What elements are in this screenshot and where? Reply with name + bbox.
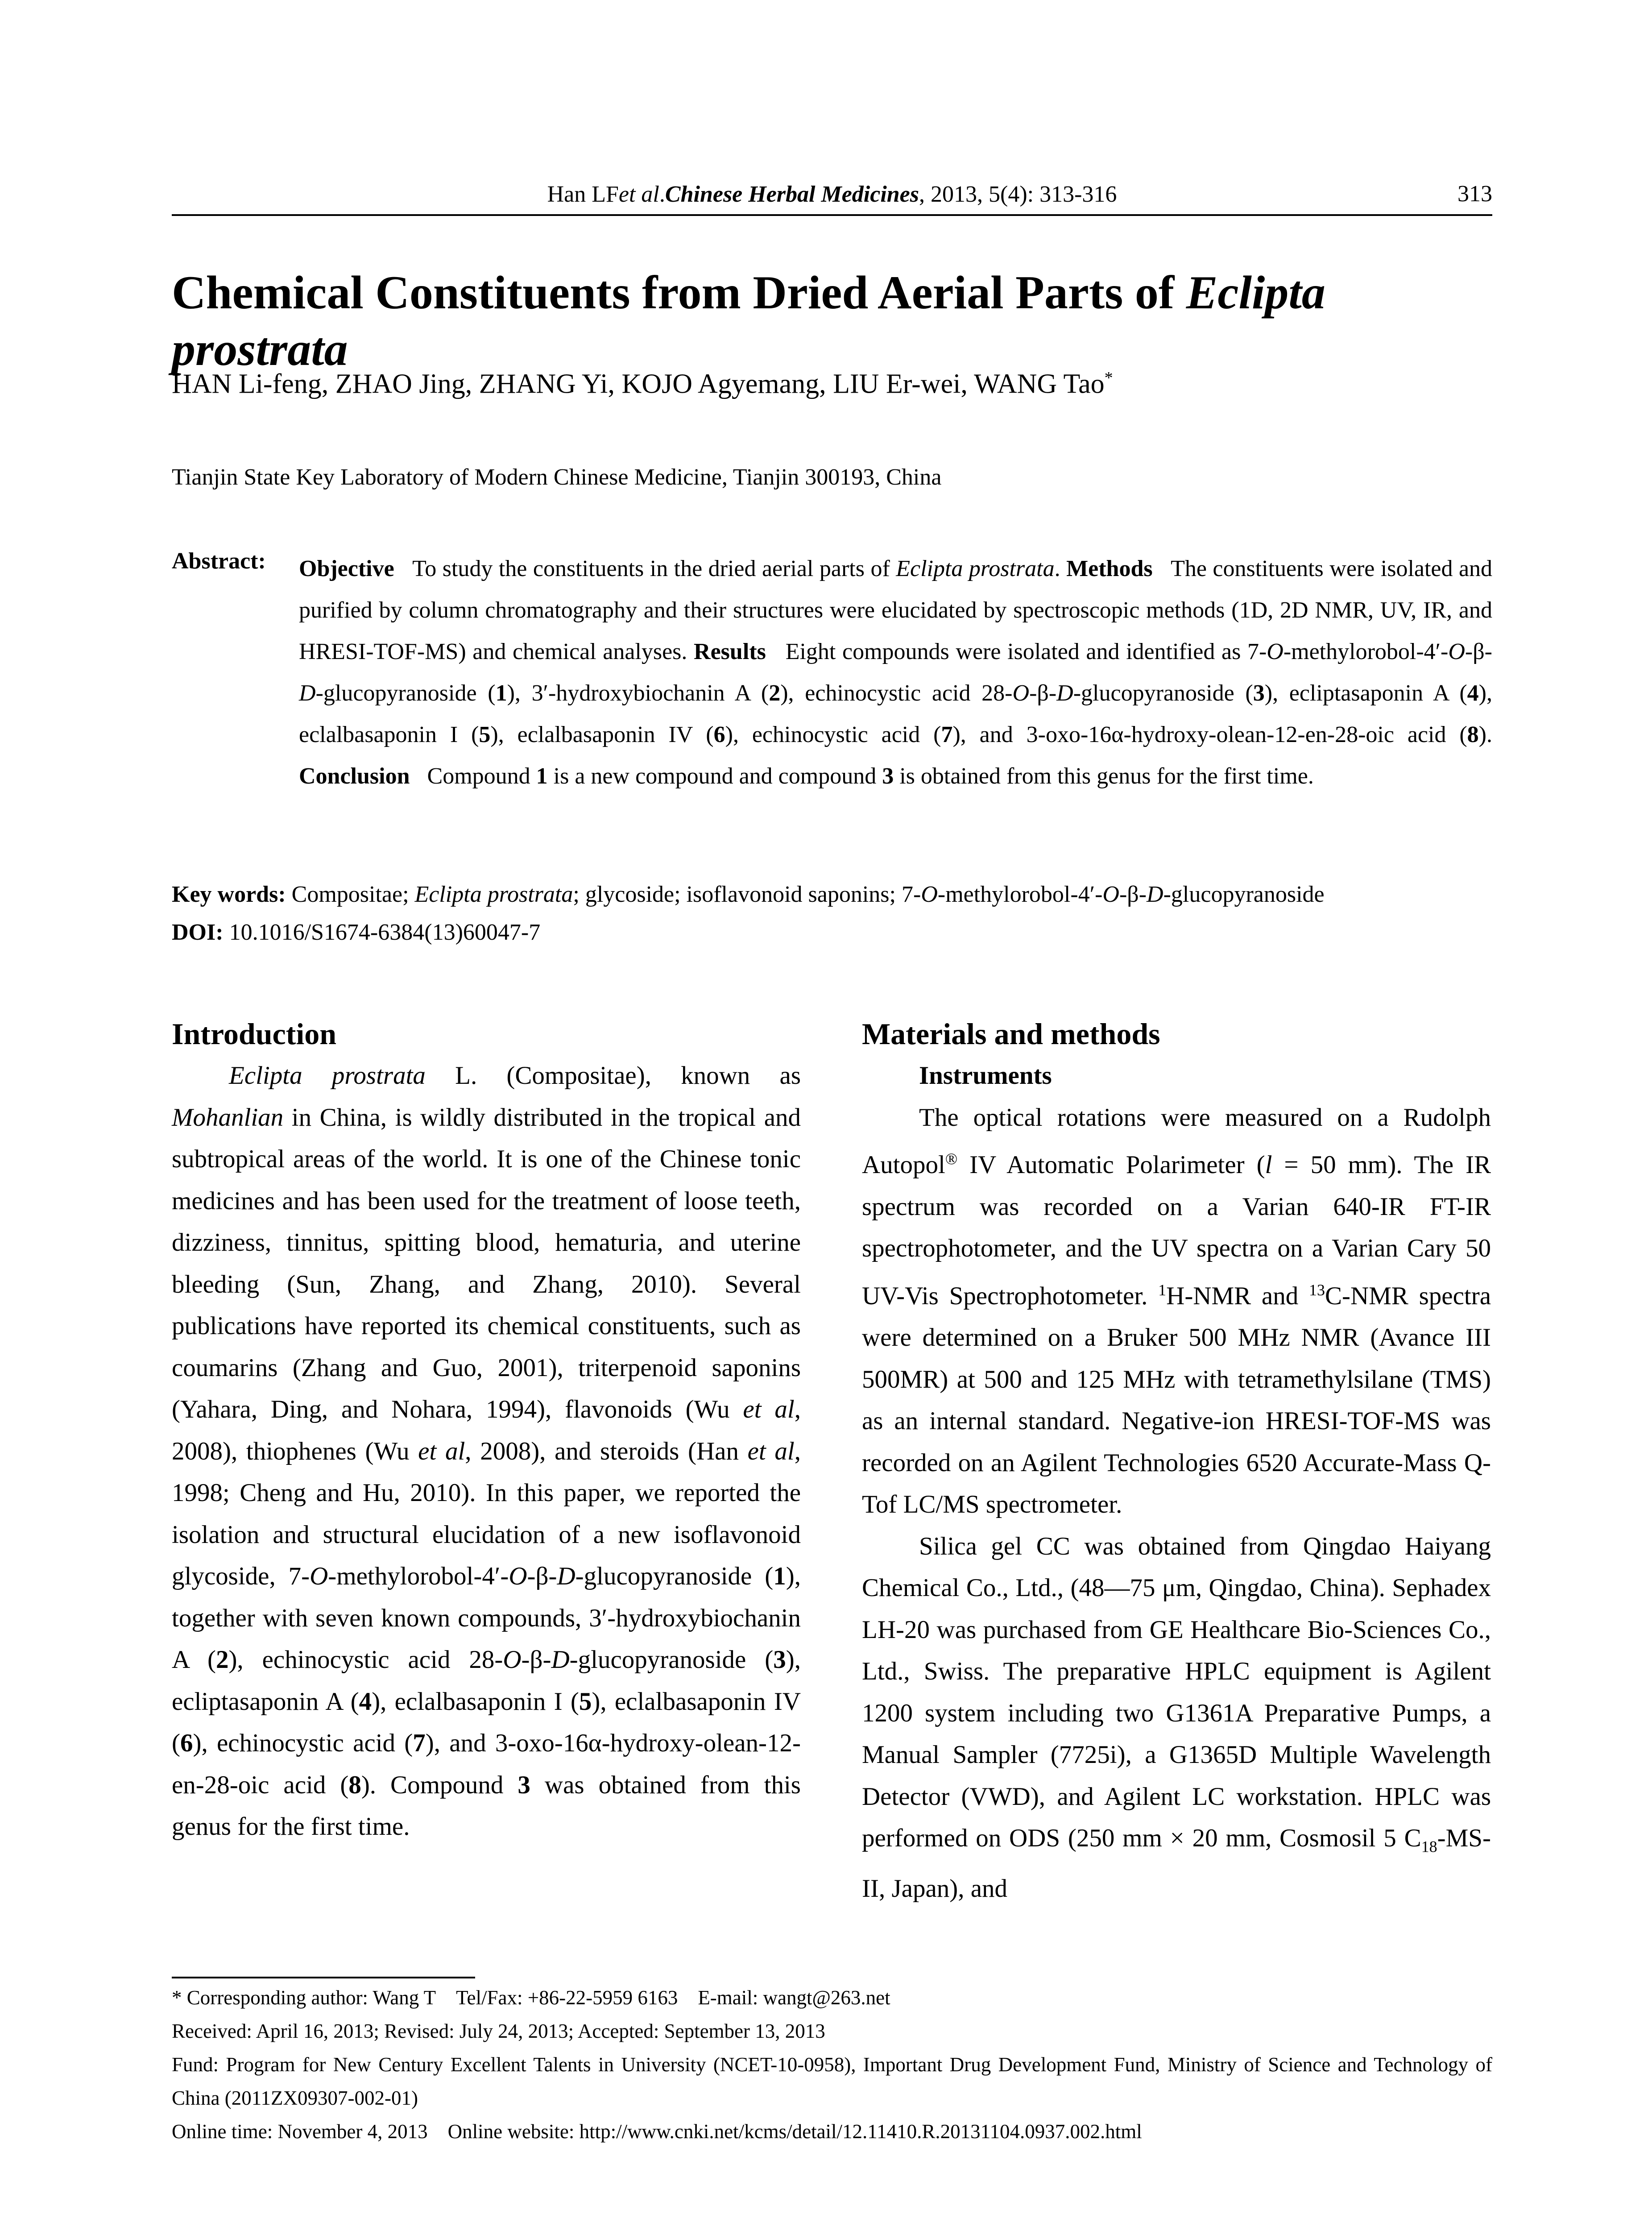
header-journal: Chinese Herbal Medicines <box>665 181 919 207</box>
instruments-subheading: Instruments <box>919 1062 1052 1090</box>
header-dot: . <box>659 181 665 207</box>
doi-label: DOI: <box>172 920 224 945</box>
conclusion-label: Conclusion <box>299 763 410 789</box>
results-text: Eight compounds were isolated and identified as 7-O-methylorobol-4′-O-β-D-glucopyranoside (1), 3′-hydroxybiochanin A (2), echinocystic acid 28-O-β-D-glucopyranoside (3), ecliptasaponin A (4), eclalbasaponin I (5), eclalbasaponin IV (6), echinocystic acid (7), and 3-oxo-16α-hydroxy-olean-12-en-28-oic acid (8). <box>299 639 1492 747</box>
footnote-corresponding: * Corresponding author: Wang T Tel/Fax: +86-22-5959 6163 E-mail: wangt@263.net <box>172 1986 890 2009</box>
keywords-label: Key words: <box>172 882 286 907</box>
header-rule <box>172 214 1492 216</box>
title-main: Chemical Constituents from Dried Aerial Parts of <box>172 266 1186 319</box>
conclusion-text: Compound 1 is a new compound and compound 3 is obtained from this genus for the first time. <box>427 763 1314 789</box>
title-species: Eclipta prostrata <box>172 266 1325 376</box>
author-list <box>172 368 1492 400</box>
objective-text: To study the constituents in the dried aerial parts of <box>412 556 896 581</box>
instruments-paragraph-2: Silica gel CC was obtained from Qingdao Haiyang Chemical Co., Ltd., (48—75 μm, Qingdao, China). Sephadex LH-20 was purchased from GE Healthcare Bio-Sciences Co., Ltd., Swiss. The preparative HPLC equipment is Agilent 1200 system including two G1361A Preparative Pumps, a Manual Sampler (7725i), a G1365D Multiple Wavelength Detector (VWD), and Agilent LC workstation. HPLC was performed on ODS (250 mm × 20 mm, Cosmosil 5 $C_{18}-MS-II$, Japan), and <box>862 1532 1491 1903</box>
abstract-body <box>299 548 1492 797</box>
instruments-paragraph-1: The optical rotations were measured on a Rudolph Autopol® IV Automatic Polarimeter (l = 50 mm). The IR spectrum was recorded on a Varian 640-IR FT-IR spectrophotometer, and the UV spectra on a Varian Cary 50 UV-Vis Spectrophotometer. $^1$H-NMR and $^{13}$C-NMR spectra were determined on a Bruker 500 MHz NMR (Avance III 500MR) at 500 and 125 MHz with tetramethylsilane (TMS) as an internal standard. Negative-ion HRESI-TOF-MS was recorded on an Agilent Technologies 6520 Accurate-Mass Q-Tof LC/MS spectrometer. <box>862 1103 1491 1518</box>
footnote-received: Received: April 16, 2013; Revised: July 24, 2013; Accepted: September 13, 2013 <box>172 2020 825 2042</box>
methods-label: Methods <box>1066 556 1153 581</box>
objective-end: . <box>1054 556 1067 581</box>
doi <box>172 919 1492 945</box>
header-citation: , 2013, 5(4): 313-316 <box>919 181 1117 207</box>
introduction-heading: Introduction <box>172 1017 337 1051</box>
footnote-online: Online time: November 4, 2013 Online website: http://www.cnki.net/kcms/detail/12.11410.R.20131104.0937.002.html <box>172 2120 1142 2143</box>
header-authors: Han LF <box>547 181 619 207</box>
abstract-species: Eclipta prostrata <box>896 556 1055 581</box>
footnote-rule <box>172 1977 475 1978</box>
running-header <box>172 174 1492 214</box>
affiliation: Tianjin State Key Laboratory of Modern Chinese Medicine, Tianjin 300193, China <box>172 464 942 490</box>
footnotes <box>172 1981 1492 2148</box>
article-title <box>172 264 1492 377</box>
objective-label: Objective <box>299 556 394 581</box>
introduction-paragraph: Eclipta prostrata L. (Compositae), known as Mohanlian in China, is wildly distributed in the tropical and subtropical areas of the world. It is one of the Chinese tonic medicines and has been used for the treatment of loose teeth, dizziness, tinnitus, spitting blood, hematuria, and uterine bleeding (Sun, Zhang, and Zhang, 2010). Several publications have reported its chemical constituents, such as coumarins (Zhang and Guo, 2001), triterpenoid saponins (Yahara, Ding, and Nohara, 1994), flavonoids (Wu et al, 2008), thiophenes (Wu et al, 2008), and steroids (Han et al, 1998; Cheng and Hu, 2010). In this paper, we reported the isolation and structural elucidation of a new isoflavonoid glycoside, 7-O-methylorobol-4′-O-β-D-glucopyranoside (1), together with seven known compounds, 3′-hydroxybiochanin A (2), echinocystic acid 28-O-β-D-glucopyranoside (3), ecliptasaponin A (4), eclalbasaponin I (5), eclalbasaponin IV (6), echinocystic acid (7), and 3-oxo-16α-hydroxy-olean-12-en-28-oic acid (8). Compound 3 was obtained from this genus for the first time. <box>172 1062 801 1841</box>
introduction-section <box>172 1013 801 1848</box>
authors-text: HAN Li-feng, ZHAO Jing, ZHANG Yi, KOJO Agyemang, LIU Er-wei, WANG Tao <box>172 369 1105 399</box>
footnote-fund: Fund: Program for New Century Excellent Talents in University (NCET-10-0958), Important Drug Development Fund, Ministry of Science and Technology of China (2011ZX09307-002-01) <box>172 2053 1492 2109</box>
methods-heading: Materials and methods <box>862 1017 1160 1051</box>
page-number: 313 <box>1457 181 1492 207</box>
methods-section <box>862 1013 1491 1909</box>
results-label: Results <box>694 639 766 664</box>
doi-link[interactable]: 10.1016/S1674-6384(13)60047-7 <box>229 920 541 945</box>
methods-text: The constituents were isolated and purified by column chromatography and their structures were elucidated by spectroscopic methods (1D, 2D NMR, UV, IR, and HRESI-TOF-MS) and chemical analyses. <box>299 556 1493 664</box>
abstract-label: Abstract: <box>172 548 266 574</box>
corresponding-mark: * <box>1104 369 1113 387</box>
keywords: Key words: Compositae; Eclipta prostrata; glycoside; isoflavonoid saponins; 7-O-methylorobol-4′-O-β-D-glucopyranoside <box>172 882 1325 907</box>
header-etal: et al <box>618 181 659 207</box>
